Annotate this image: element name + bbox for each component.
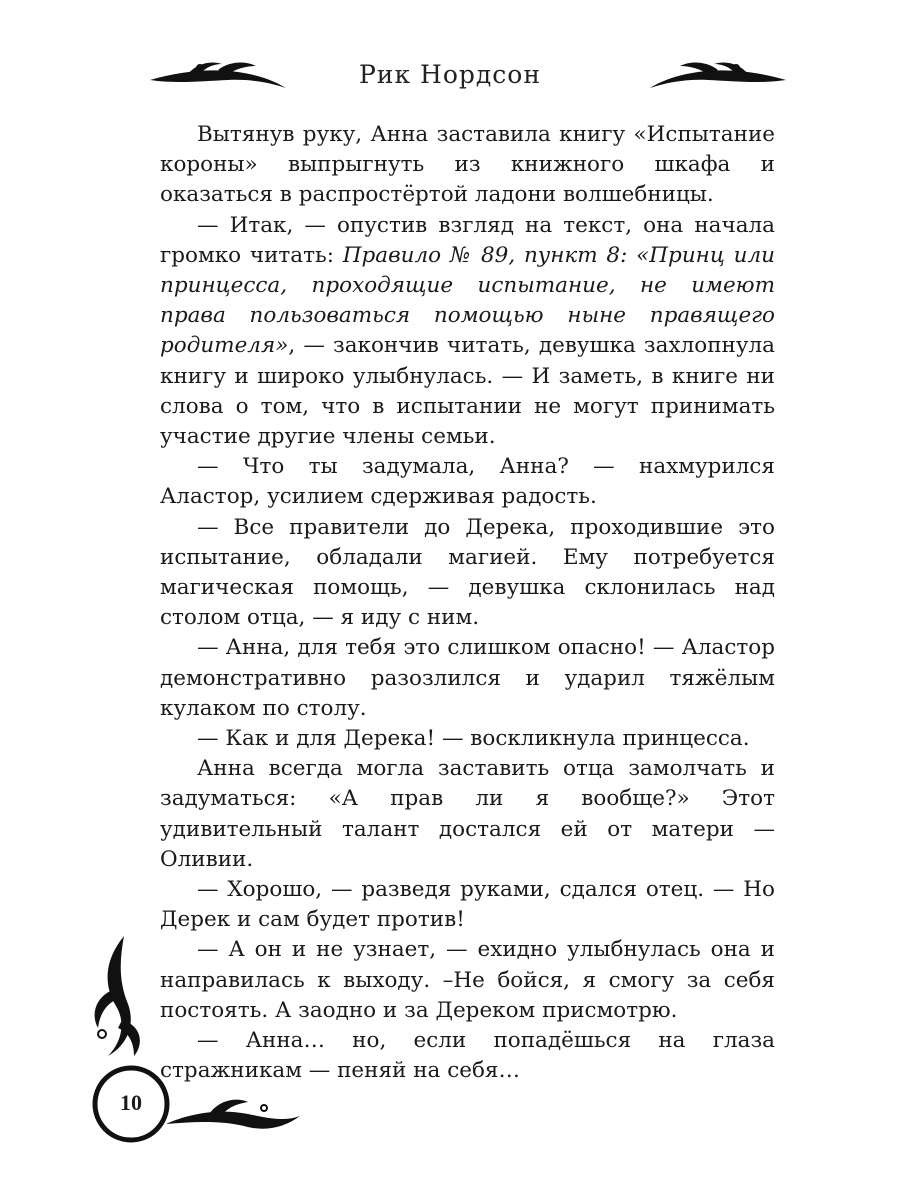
paragraph-text: , — закончив читать, девушка захлопнула книгу и широко улыбнулась. — И заметь, в книге ни слова о том, что в испытании не могут принимать участие другие члены семьи. [160, 333, 775, 450]
paragraph: Анна всегда могла заставить отца замолчать и задуматься: «А прав ли я вообще?» Этот удивительный талант достался ей от матери — Оливии. [160, 756, 775, 872]
paragraph: Вытянув руку, Анна заставила книгу «Испытание короны» выпрыгнуть из книжного шкафа и оказаться в распростёртой ладони волшебницы. [160, 122, 775, 208]
paragraph: — А он и не узнает, — ехидно улыбнулась она и направилась к выходу. –Не бойся, я смогу за себя постоять. А заодно и за Дереком присмотрю. [160, 937, 775, 1023]
page-header [0, 52, 900, 102]
paragraph: — Как и для Дерека! — воскликнула принцесса. [197, 726, 750, 752]
paragraph: — Все правители до Дерека, проходившие это испытание, обладали магией. Ему потребуется магическая помощь, — девушка склонилась над столом отца, — я иду с ним. [160, 514, 775, 631]
paragraph: — Анна, для тебя это слишком опасно! — Аластор демонстративно разозлился и ударил тяжёлым кулаком по столу. [160, 635, 775, 721]
paragraph-text: — Итак, — опустив взгляд на текст, она начала громко читать: [160, 212, 775, 268]
paragraph: — Анна… но, если попадёшься на глаза стражникам — пеняй на себя… [160, 1028, 775, 1084]
quoted-rule-italic: Правило № 89, пункт 8: «Принц или принцесса, проходящие испытание, не имеют права пользоваться помощью ныне правящего родителя» [160, 242, 775, 359]
right-flourish-ornament-icon [648, 58, 788, 94]
running-head-author: Рик Нордсон [358, 60, 542, 89]
paragraph [160, 211, 775, 453]
page-number: 10 [120, 1090, 142, 1115]
paragraph: — Хорошо, — разведя руками, сдался отец. — Но Дерек и сам будет против! [160, 877, 775, 933]
paragraph: — Что ты задумала, Анна? — нахмурился Аластор, усилием сдерживая радость. [160, 454, 775, 510]
